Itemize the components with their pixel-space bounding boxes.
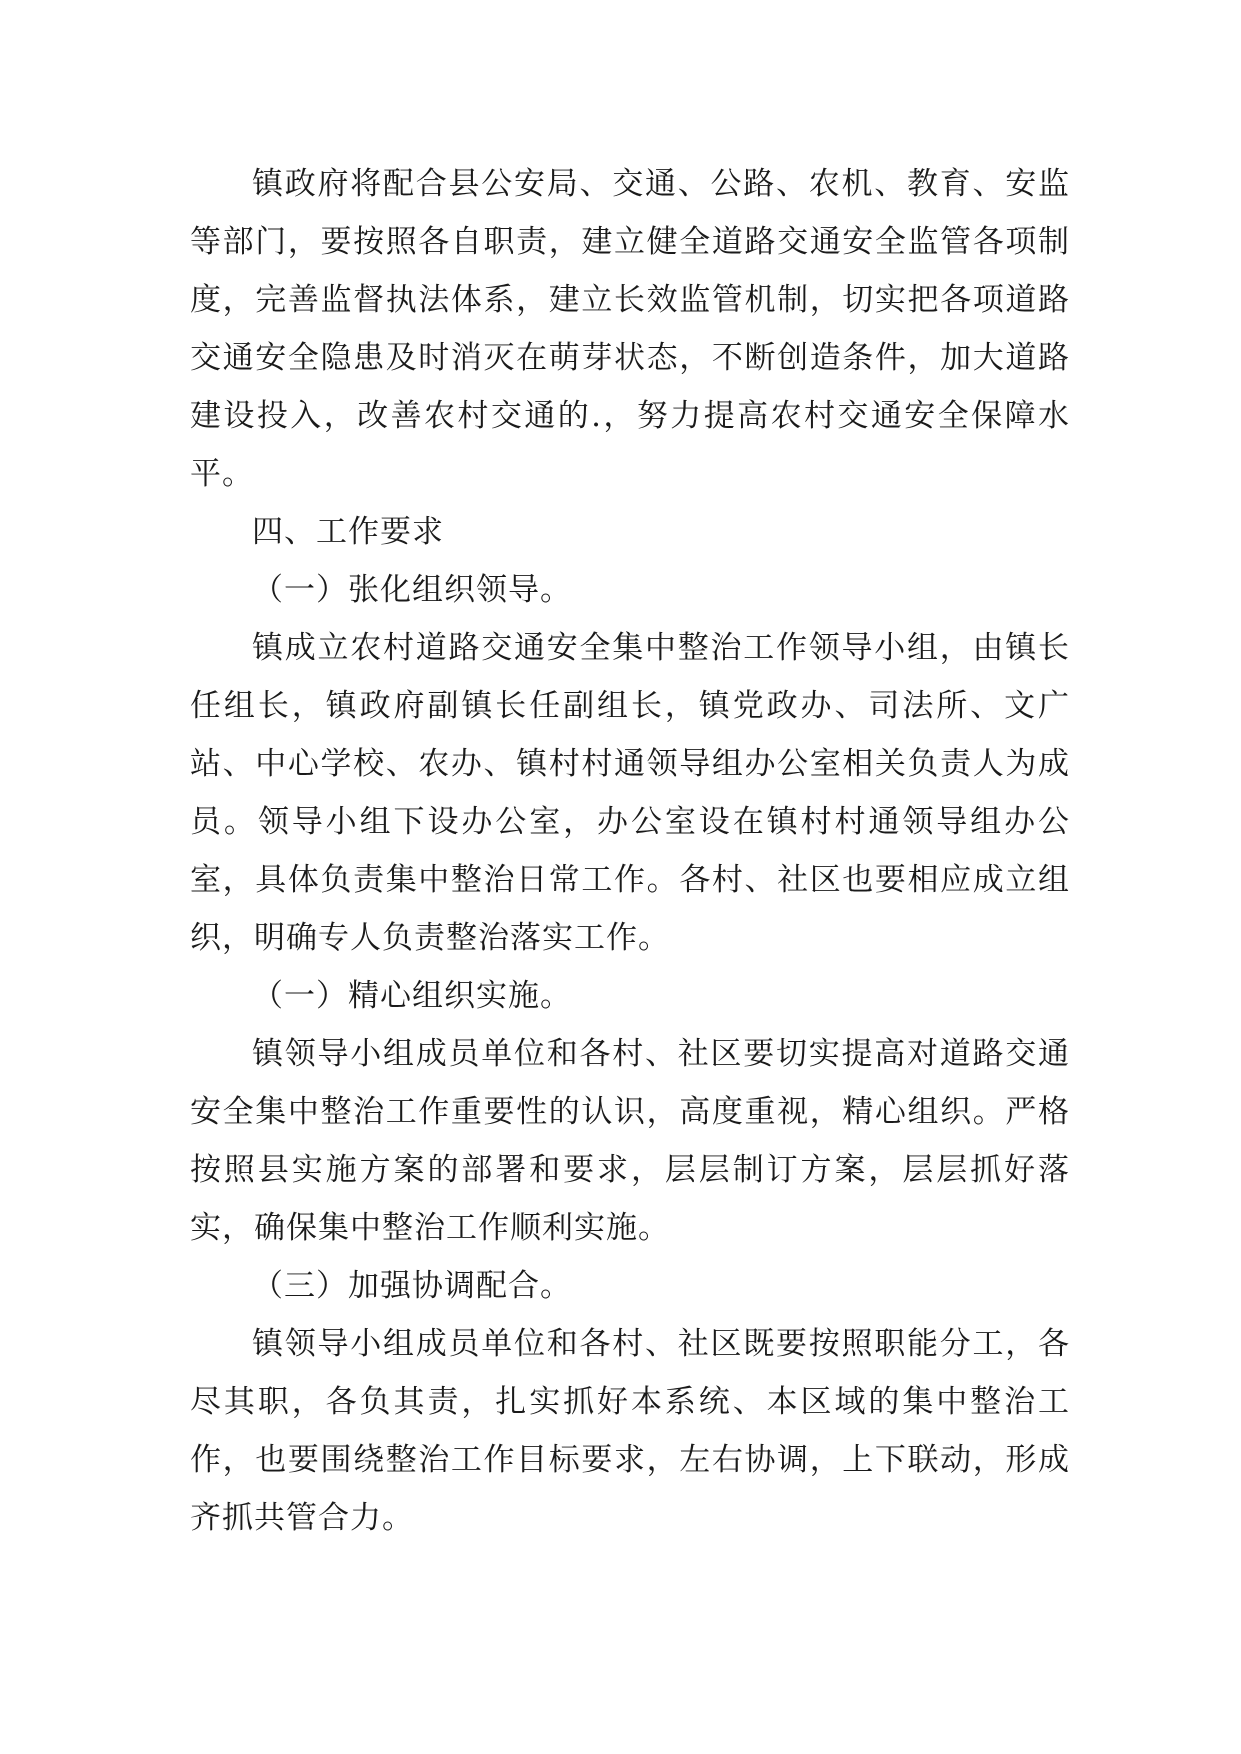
paragraph: 镇领导小组成员单位和各村、社区要切实提高对道路交通安全集中整治工作重要性的认识，高度重视，精心组织。严格按照县实施方案的部署和要求，层层制订方案，层层抓好落实，确保集中整治工作顺利实施。 [190, 1036, 1070, 1246]
paragraph: 镇政府将配合县公安局、交通、公路、农机、教育、安监等部门，要按照各自职责，建立健全道路交通安全监管各项制度，完善监督执法体系，建立长效监管机制，切实把各项道路交通安全隐患及时消灭在萌芽状态，不断创造条件，加大道路建设投入，改善农村交通的.，努力提高农村交通安全保障水平。 [190, 166, 1070, 492]
paragraph: 镇成立农村道路交通安全集中整治工作领导小组，由镇长任组长，镇政府副镇长任副组长，镇党政办、司法所、文广站、中心学校、农办、镇村村通领导组办公室相关负责人为成员。领导小组下设办公室，办公室设在镇村村通领导组办公室，具体负责集中整治日常工作。各村、社区也要相应成立组织，明确专人负责整治落实工作。 [190, 630, 1070, 956]
subsection-heading: （一）精心组织实施。 [252, 978, 572, 1014]
subsection-heading: （三）加强协调配合。 [252, 1268, 572, 1304]
section-heading: 四、工作要求 [252, 514, 444, 550]
document-body [190, 155, 1070, 1547]
paragraph: 镇领导小组成员单位和各村、社区既要按照职能分工，各尽其职，各负其责，扎实抓好本系统、本区域的集中整治工作，也要围绕整治工作目标要求，左右协调，上下联动，形成齐抓共管合力。 [190, 1326, 1070, 1536]
subsection-heading: （一）张化组织领导。 [252, 572, 572, 608]
